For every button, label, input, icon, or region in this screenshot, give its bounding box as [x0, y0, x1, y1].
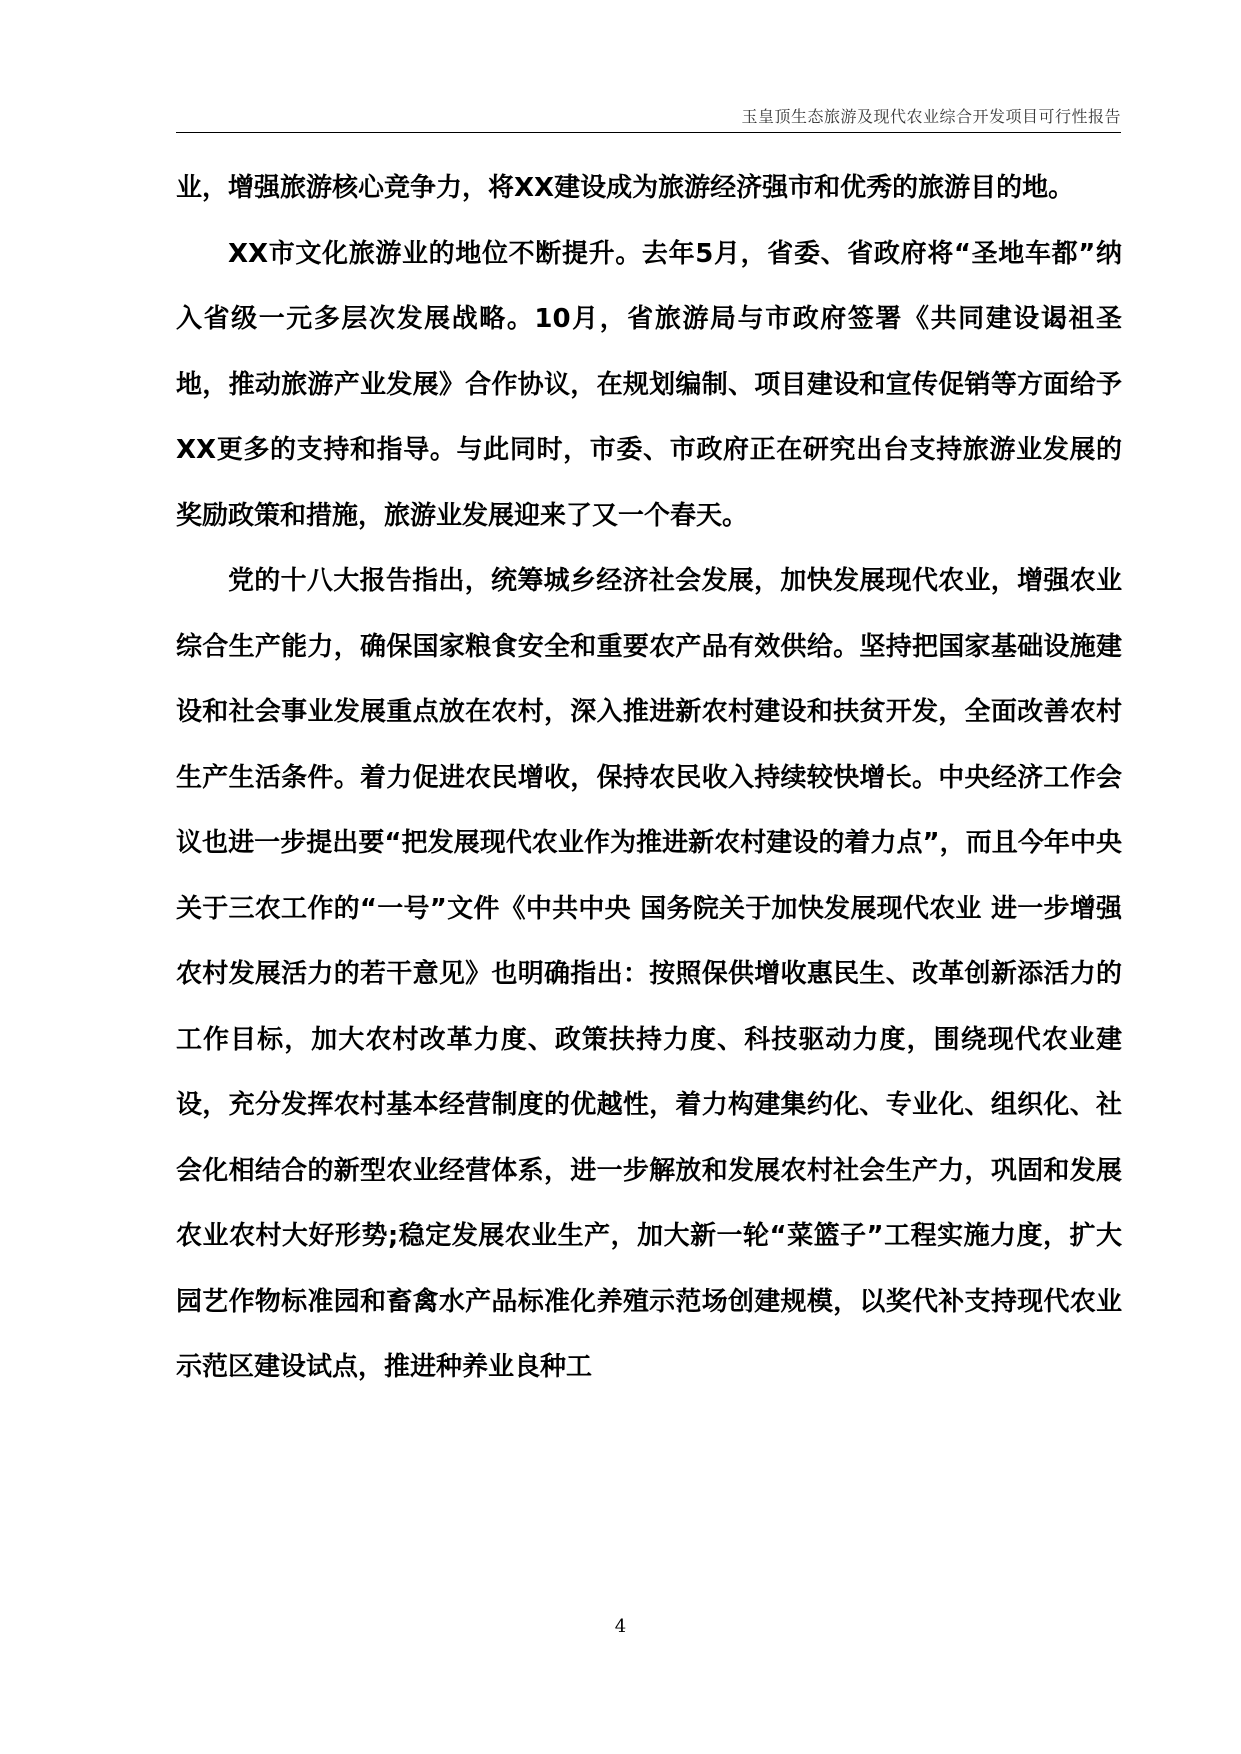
page-number: 4	[614, 1616, 627, 1637]
body-text	[176, 156, 1122, 1401]
page-header	[176, 100, 1121, 133]
paragraph-1: 业，增强旅游核心竞争力，将XX建设成为旅游经济强市和优秀的旅游目的地。	[176, 173, 1075, 203]
paragraph-3: 党的十八大报告指出，统筹城乡经济社会发展，加快发展现代农业，增强农业综合生产能力，确保国家粮食安全和重要农产品有效供给。坚持把国家基础设施建设和社会事业发展重点放在农村，深入推进新农村建设和扶贫开发，全面改善农村生产生活条件。着力促进农民增收，保持农民收入持续较快增长。中央经济工作会议也进一步提出要“把发展现代农业作为推进新农村建设的着力点”，而且今年中央关于三农工作的“一号”文件《中共中央 国务院关于加快发展现代农业 进一步增强农村发展活力的若干意见》也明确指出：按照保供增收惠民生、改革创新添活力的工作目标，加大农村改革力度、政策扶持力度、科技驱动力度，围绕现代农业建设，充分发挥农村基本经营制度的优越性，着力构建集约化、专业化、组织化、社会化相结合的新型农业经营体系，进一步解放和发展农村社会生产力，巩固和发展农业农村大好形势;稳定发展农业生产，加大新一轮“菜篮子”工程实施力度，扩大园艺作物标准园和畜禽水产品标准化养殖示范场创建规模，以奖代补支持现代农业示范区建设试点，推进种养业良种工	[176, 566, 1122, 1382]
paragraph-2: XX市文化旅游业的地位不断提升。去年5月，省委、省政府将“圣地车都”纳入省级一元多层次发展战略。10月，省旅游局与市政府签署《共同建设谒祖圣地，推动旅游产业发展》合作协议，在规划编制、项目建设和宣传促销等方面给予XX更多的支持和指导。与此同时，市委、市政府正在研究出台支持旅游业发展的奖励政策和措施，旅游业发展迎来了又一个春天。	[176, 238, 1122, 531]
document-title: 玉皇顶生态旅游及现代农业综合开发项目可行性报告	[741, 107, 1121, 126]
